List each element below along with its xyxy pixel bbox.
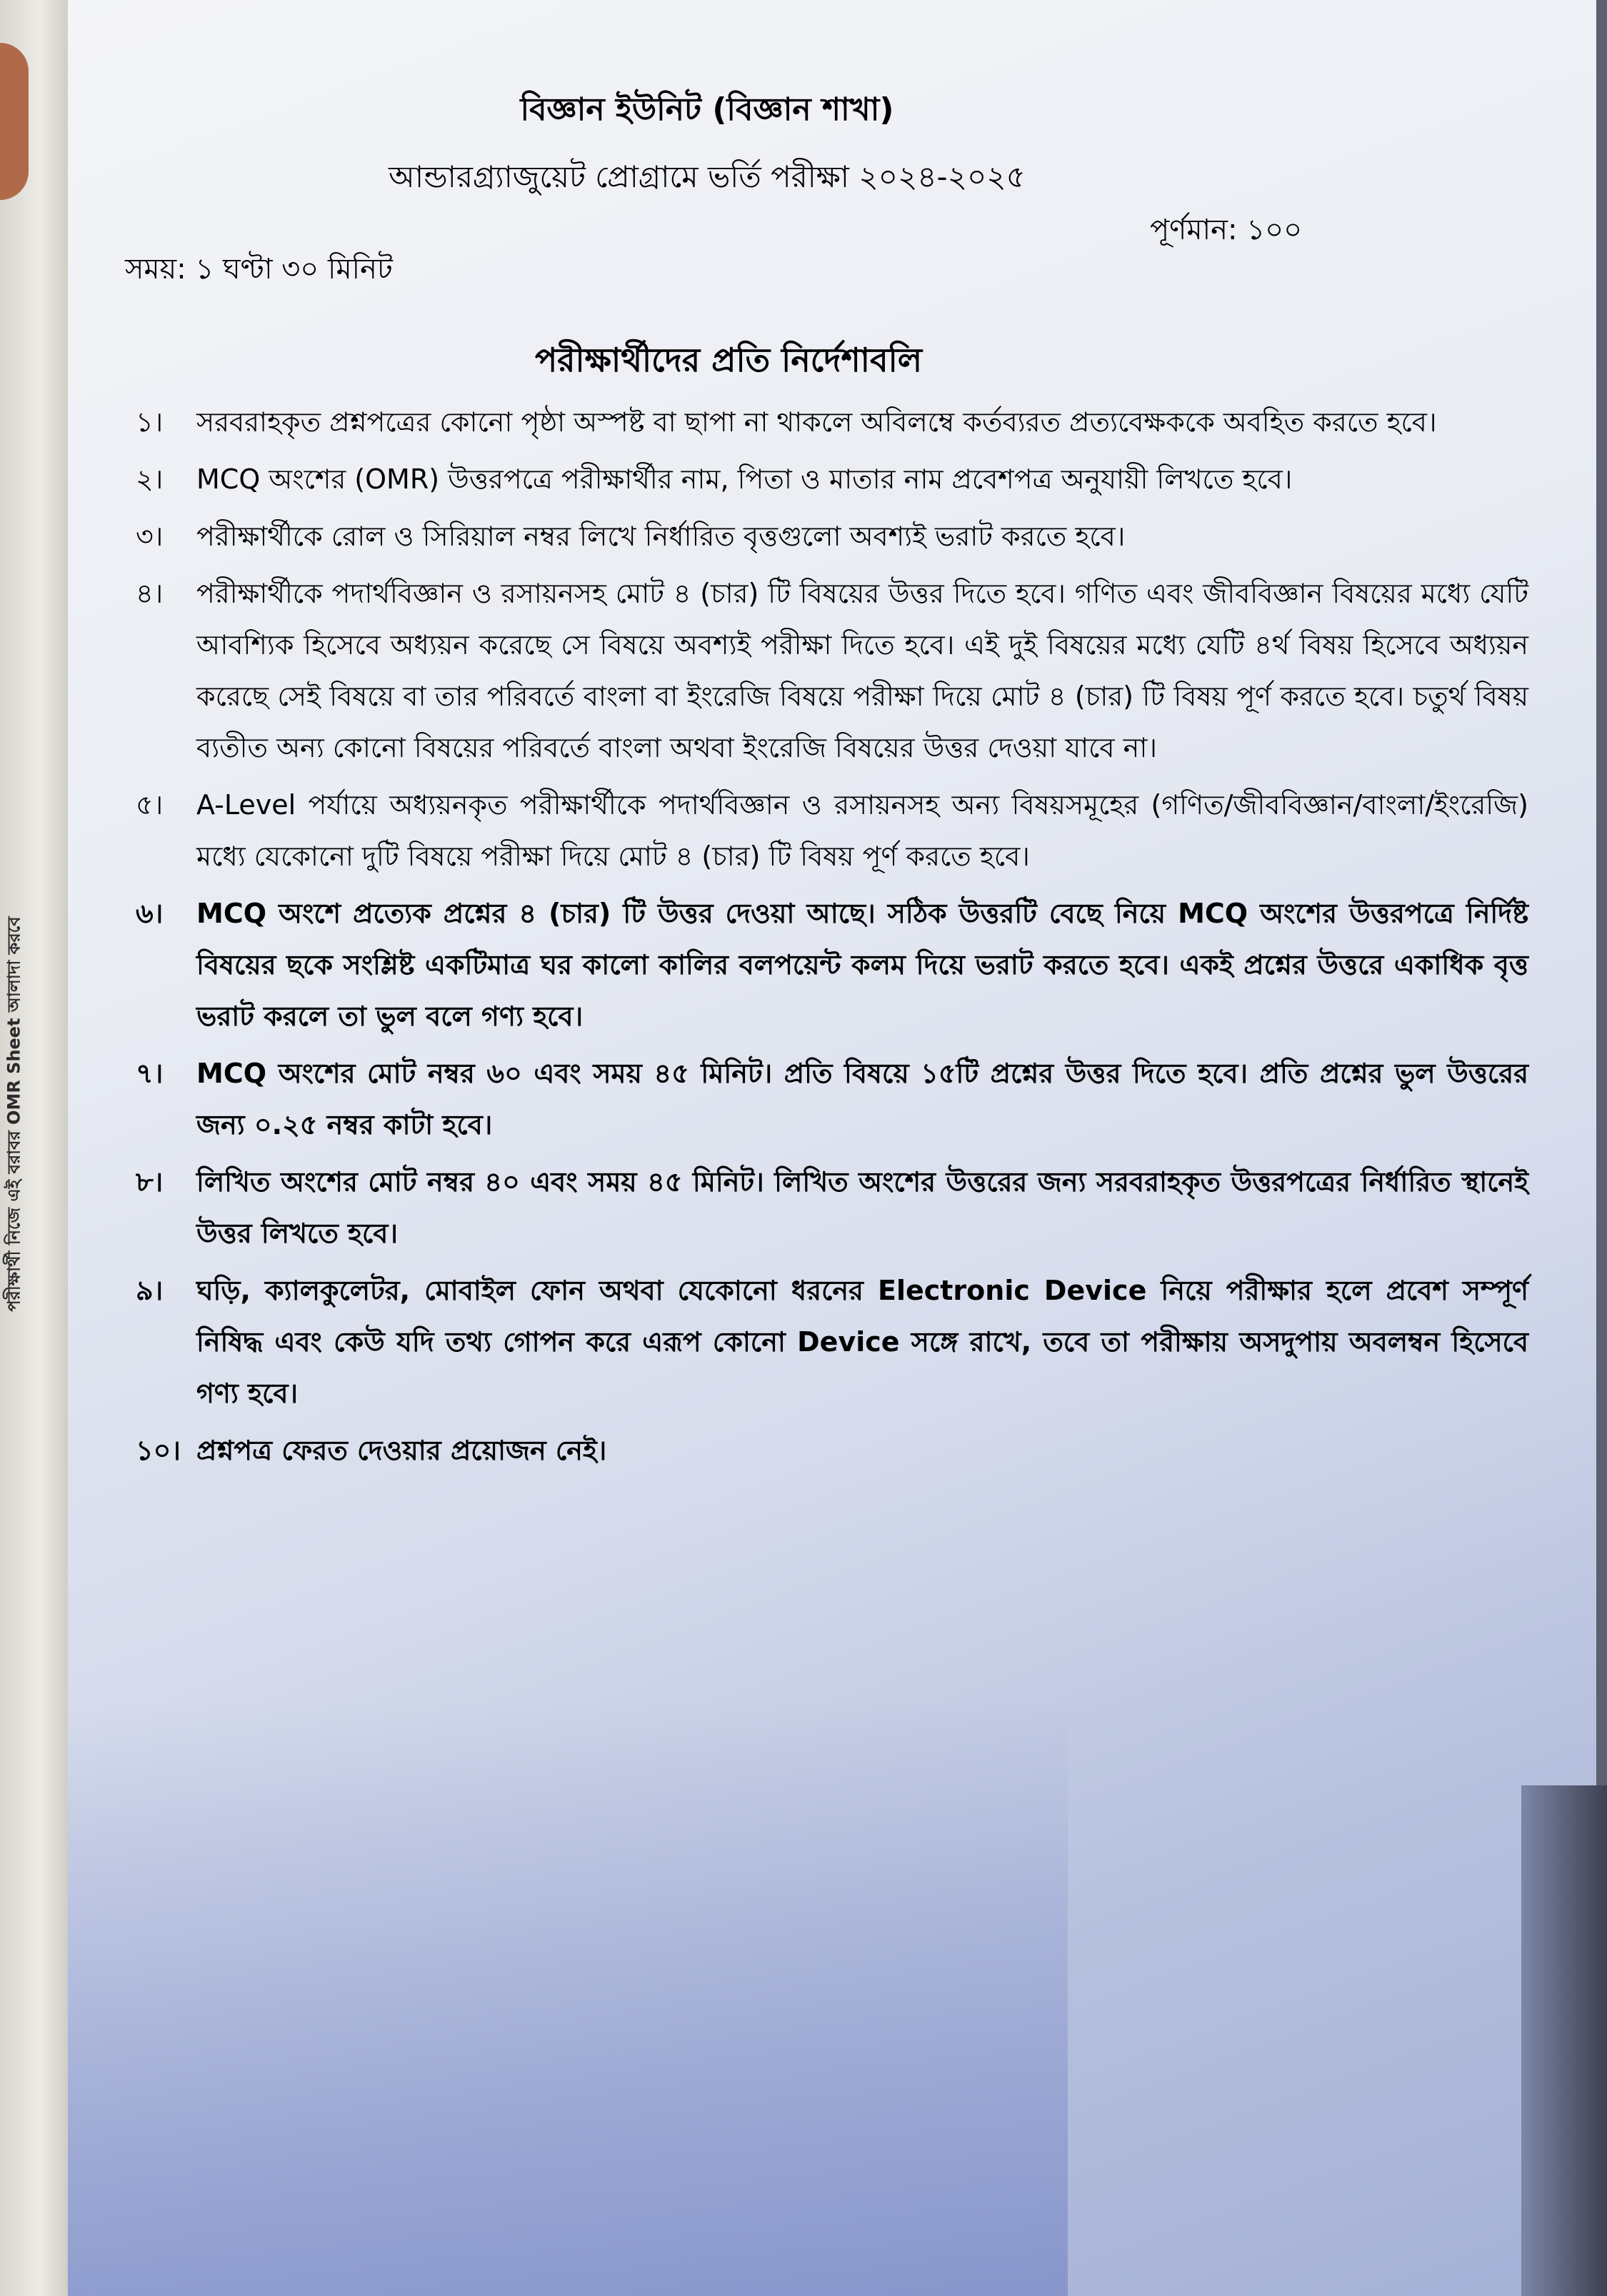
- instruction-number: ২।: [136, 463, 164, 495]
- instruction-item: [136, 568, 1528, 773]
- instruction-item: [136, 1048, 1528, 1150]
- instruction-text: MCQ অংশের মোট নম্বর ৬০ এবং সময় ৪৫ মিনিট। প্রতি বিষয়ে ১৫টি প্রশ্নের উত্তর দিতে হবে। প্রতি প্রশ্নের ভুল উত্তরের জন্য ০.২৫ নম্বর কাটা হবে।: [196, 1058, 1528, 1141]
- instruction-number: ১০।: [136, 1435, 181, 1466]
- instruction-number: ৭।: [136, 1058, 164, 1089]
- instruction-text: MCQ অংশে প্রত্যেক প্রশ্নের ৪ (চার) টি উত্তর দেওয়া আছে। সঠিক উত্তরটি বেছে নিয়ে MCQ অংশের উত্তরপত্রে নির্দিষ্ট বিষয়ের ছকে সংশ্লিষ্ট একটিমাত্র ঘর কালো কালির বলপয়েন্ট কলম দিয়ে ভরাট করতে হবে। একই প্রশ্নের উত্তরে একাধিক বৃত্ত ভরাট করলে তা ভুল বলে গণ্য হবে।: [196, 898, 1528, 1032]
- instruction-number: ৯।: [136, 1275, 164, 1306]
- instruction-text: প্রশ্নপত্র ফেরত দেওয়ার প্রয়োজন নেই।: [196, 1435, 607, 1466]
- instruction-item: [136, 453, 1528, 505]
- instruction-text: ঘড়ি, ক্যালকুলেটর, মোবাইল ফোন অথবা যেকোনো ধরনের Electronic Device নিয়ে পরীক্ষার হলে প্রবেশ সম্পূর্ণ নিষিদ্ধ এবং কেউ যদি তথ্য গোপন করে এরূপ কোনো Device সঙ্গে রাখে, তবে তা পরীক্ষায় অসদুপায় অবলম্বন হিসেবে গণ্য হবে।: [196, 1275, 1528, 1409]
- exam-time: সময়: ১ ঘণ্টা ৩০ মিনিট: [125, 253, 393, 286]
- instruction-text: MCQ অংশের (OMR) উত্তরপত্রে পরীক্ষার্থীর নাম, পিতা ও মাতার নাম প্রবেশপত্র অনুযায়ী লিখতে হবে।: [196, 463, 1293, 495]
- finger-image: [0, 43, 29, 200]
- instruction-number: ৬।: [136, 898, 164, 929]
- instruction-item: [136, 1265, 1528, 1419]
- instruction-number: ৩।: [136, 521, 164, 552]
- instructions-list: [136, 396, 1528, 1482]
- unit-title: বিজ্ঞান ইউনিট (বিজ্ঞান শাখা): [520, 91, 894, 128]
- instruction-number: ৮।: [136, 1166, 164, 1198]
- instruction-number: ৪।: [136, 578, 164, 609]
- instruction-number: ১।: [136, 406, 164, 438]
- instruction-item: [136, 888, 1528, 1042]
- full-marks: পূর্ণমান: ১০০: [1150, 214, 1303, 246]
- instruction-number: ৫।: [136, 789, 164, 821]
- page-fold: [1521, 1785, 1607, 2296]
- omr-tear-note-text: পরীক্ষার্থী নিজে এই বরাবর OMR Sheet আলাদা করবে: [4, 916, 25, 1312]
- exam-title: আন্ডারগ্র্যাজুয়েট প্রোগ্রামে ভর্তি পরীক্ষা ২০২৪-২০২৫: [389, 159, 1026, 194]
- instruction-text: পরীক্ষার্থীকে পদার্থবিজ্ঞান ও রসায়নসহ মোট ৪ (চার) টি বিষয়ের উত্তর দিতে হবে। গণিত এবং জীববিজ্ঞান বিষয়ের মধ্যে যেটি আবশ্যিক হিসেবে অধ্যয়ন করেছে সে বিষয়ে অবশ্যই পরীক্ষা দিতে হবে। এই দুই বিষয়ের মধ্যে যেটি ৪র্থ বিষয় হিসেবে অধ্যয়ন করেছে সেই বিষয়ে বা তার পরিবর্তে বাংলা বা ইংরেজি বিষয়ে পরীক্ষা দিয়ে মোট ৪ (চার) টি বিষয় পূর্ণ করতে হবে। চতুর্থ বিষয় ব্যতীত অন্য কোনো বিষয়ের পরিবর্তে বাংলা অথবা ইংরেজি বিষয়ের উত্তর দেওয়া যাবে না।: [196, 578, 1528, 763]
- instruction-text: A-Level পর্যায়ে অধ্যয়নকৃত পরীক্ষার্থীকে পদার্থবিজ্ঞান ও রসায়নসহ অন্য বিষয়সমূহের (গণিত/জীববিজ্ঞান/বাংলা/ইংরেজি) মধ্যে যেকোনো দুটি বিষয়ে পরীক্ষা দিয়ে মোট ৪ (চার) টি বিষয় পূর্ণ করতে হবে।: [196, 789, 1528, 872]
- instruction-item: [136, 396, 1528, 448]
- instruction-item: [136, 1425, 1528, 1476]
- omr-tear-note: [1, 843, 30, 1385]
- instruction-item: [136, 779, 1528, 882]
- instruction-text: পরীক্ষার্থীকে রোল ও সিরিয়াল নম্বর লিখে নির্ধারিত বৃত্তগুলো অবশ্যই ভরাট করতে হবে।: [196, 521, 1126, 552]
- instruction-item: [136, 511, 1528, 562]
- instruction-text: সরবরাহকৃত প্রশ্নপত্রের কোনো পৃষ্ঠা অস্পষ্ট বা ছাপা না থাকলে অবিলম্বে কর্তব্যরত প্রত্যবেক্ষককে অবহিত করতে হবে।: [196, 406, 1437, 438]
- instruction-item: [136, 1156, 1528, 1259]
- instructions-title: পরীক্ষার্থীদের প্রতি নির্দেশাবলি: [534, 341, 923, 379]
- instruction-text: লিখিত অংশের মোট নম্বর ৪০ এবং সময় ৪৫ মিনিট। লিখিত অংশের উত্তরের জন্য সরবরাহকৃত উত্তরপত্রের নির্ধারিত স্থানেই উত্তর লিখতে হবে।: [196, 1166, 1528, 1249]
